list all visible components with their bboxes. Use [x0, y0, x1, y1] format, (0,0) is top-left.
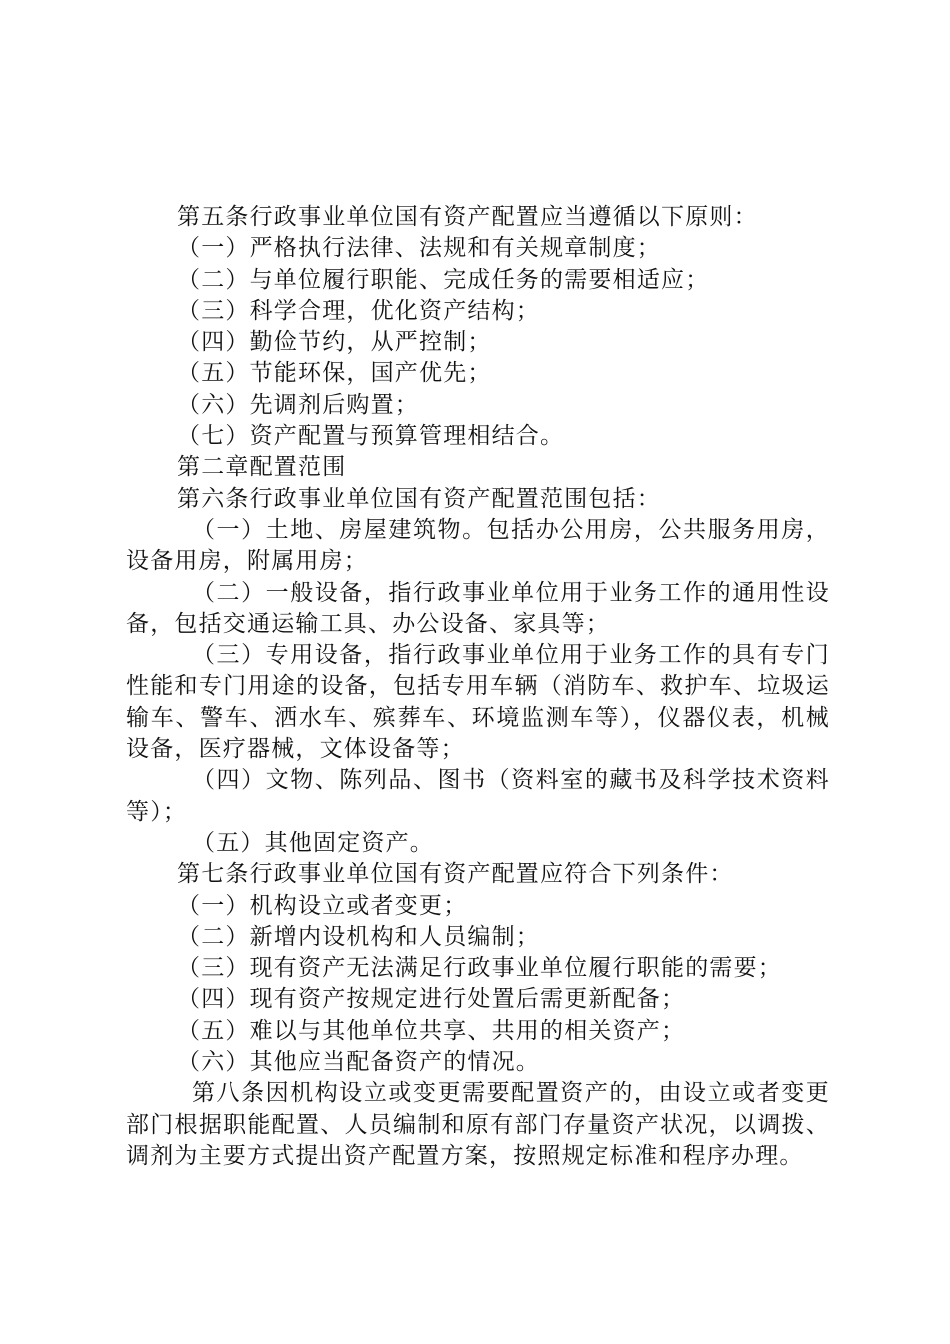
paragraph-article-6-item-1: （一）土地、房屋建筑物。包括办公用房，公共服务用房，设备用房，附属用房； — [126, 516, 830, 575]
paragraph-article-6-item-3: （三）专用设备，指行政事业单位用于业务工作的具有专门性能和专门用途的设备，包括专用车辆（消防车、救护车、垃圾运输车、警车、洒水车、殡葬车、环境监测车等），仪器仪表，机械设备，医疗器械，文体设备等； — [126, 642, 830, 763]
paragraph-article-6-item-4: （四）文物、陈列品、图书（资料室的藏书及科学技术资料等）； — [126, 767, 830, 825]
paragraph-article-5-item-5: （五）节能环保，国产优先； — [177, 360, 492, 387]
paragraph-article-7-item-6: （六）其他应当配备资产的情况。 — [177, 1049, 540, 1076]
document-body — [126, 202, 830, 1172]
paragraph-article-7-item-5: （五）难以与其他单位共享、共用的相关资产； — [177, 1017, 686, 1044]
paragraph-article-5: 第五条行政事业单位国有资产配置应当遵循以下原则： — [177, 204, 758, 230]
paragraph-article-7: 第七条行政事业单位国有资产配置应符合下列条件： — [177, 861, 734, 888]
paragraph-article-5-item-3: （三）科学合理，优化资产结构； — [177, 297, 540, 324]
paragraph-article-6-item-5: （五）其他固定资产。 — [192, 829, 434, 856]
paragraph-article-6: 第六条行政事业单位国有资产配置范围包括： — [177, 485, 661, 512]
paragraph-article-5-item-2: （二）与单位履行职能、完成任务的需要相适应； — [177, 266, 710, 293]
paragraph-article-7-item-4: （四）现有资产按规定进行处置后需更新配备； — [177, 986, 686, 1013]
paragraph-article-5-item-1: （一）严格执行法律、法规和有关规章制度； — [177, 235, 661, 262]
paragraph-article-7-item-3: （三）现有资产无法满足行政事业单位履行职能的需要； — [177, 955, 782, 982]
paragraph-article-5-item-7: （七）资产配置与预算管理相结合。 — [177, 423, 565, 450]
paragraph-article-8: 第八条因机构设立或变更需要配置资产的，由设立或者变更部门根据职能配置、人员编制和原有部门存量资产状况，以调拨、调剂为主要方式提出资产配置方案，按照规定标准和程序办理。 — [126, 1080, 830, 1169]
paragraph-article-6-item-2: （二）一般设备，指行政事业单位用于业务工作的通用性设备，包括交通运输工具、办公设备、家具等； — [126, 579, 830, 637]
paragraph-article-7-item-1: （一）机构设立或者变更； — [177, 892, 468, 919]
chapter-heading: 第二章配置范围 — [177, 454, 347, 481]
paragraph-article-5-item-6: （六）先调剂后购置； — [177, 391, 419, 418]
paragraph-article-7-item-2: （二）新增内设机构和人员编制； — [177, 923, 540, 950]
paragraph-article-5-item-4: （四）勤俭节约，从严控制； — [177, 329, 492, 356]
